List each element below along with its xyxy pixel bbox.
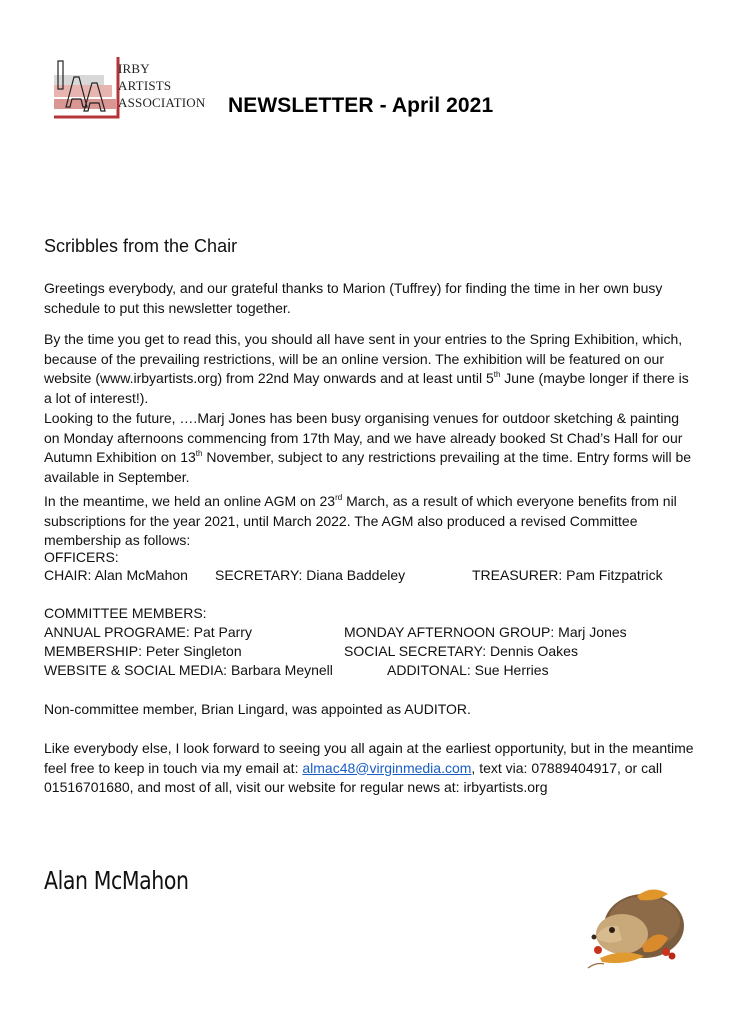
committee-membership: MEMBERSHIP: Peter Singleton bbox=[44, 643, 242, 659]
officers-label: OFFICERS: bbox=[44, 549, 119, 565]
officer-treasurer: TREASURER: Pam Fitzpatrick bbox=[472, 567, 663, 583]
iaa-monogram-icon bbox=[52, 55, 122, 120]
officer-secretary: SECRETARY: Diana Baddeley bbox=[215, 567, 406, 583]
logo-line-irby: IRBY bbox=[118, 61, 150, 76]
association-logo bbox=[52, 55, 206, 120]
hedgehog-icon bbox=[582, 876, 692, 976]
email-link[interactable]: almac48@virginmedia.com bbox=[302, 759, 472, 776]
logo-line-artists: ARTISTS bbox=[118, 78, 172, 93]
committee-annual-programme: ANNUAL PROGRAME: Pat Parry bbox=[44, 624, 252, 640]
logo-line-association: ASSOCIATION bbox=[118, 95, 206, 110]
paragraph-future: Looking to the future, ….Marj Jones has been busy organising venues for outdoor sketching & painting on Monday afternoons commencing from 17th May, and we have already booked St Chad’s Hall for our Autumn Exhibition on 13th November, subject to any restrictions prevailing at the time. Entry forms will be available in September. bbox=[44, 410, 692, 485]
paragraph-closing: Like everybody else, I look forward to seeing you all again at the earliest opportunity, but in the meantime feel free to keep in touch via my email at: almac48@virginmedia.com, text via: 07889404917, or call 01516701680, and most of all, visit our website for regular news at: irbyartists.org bbox=[44, 740, 694, 795]
signature: Alan McMahon bbox=[44, 866, 189, 895]
committee-label: COMMITTEE MEMBERS: bbox=[44, 605, 207, 621]
newsletter-title: NEWSLETTER - April 2021 bbox=[228, 94, 494, 117]
committee-additional: ADDITONAL: Sue Herries bbox=[387, 662, 549, 678]
paragraph-greetings: Greetings everybody, and our grateful thanks to Marion (Tuffrey) for finding the time in her own busy schedule to put this newsletter together. bbox=[44, 280, 663, 316]
logo-text bbox=[118, 60, 205, 111]
committee-social-secretary: SOCIAL SECRETARY: Dennis Oakes bbox=[344, 643, 578, 659]
section-heading: Scribbles from the Chair bbox=[44, 236, 238, 256]
paragraph-spring-exhibition: By the time you get to read this, you should all have sent in your entries to the Spring Exhibition, which, because of the prevailing restrictions, will be an online version. The exhibition will be featured on our website (www.irbyartists.org) from 22nd May onwards and at least until 5th June (maybe longer if there is a lot of interest!). bbox=[44, 331, 689, 406]
paragraph-agm: In the meantime, we held an online AGM on 23rd March, as a result of which everyone benefits from nil subscriptions for the year 2021, until March 2022. The AGM also produced a revised Committee membership as follows: bbox=[44, 493, 677, 548]
committee-website-media: WEBSITE & SOCIAL MEDIA: Barbara Meynell bbox=[44, 662, 333, 678]
officer-chair: CHAIR: Alan McMahon bbox=[44, 567, 188, 583]
committee-monday-group: MONDAY AFTERNOON GROUP: Marj Jones bbox=[344, 624, 627, 640]
auditor-note: Non-committee member, Brian Lingard, was appointed as AUDITOR. bbox=[44, 701, 471, 717]
